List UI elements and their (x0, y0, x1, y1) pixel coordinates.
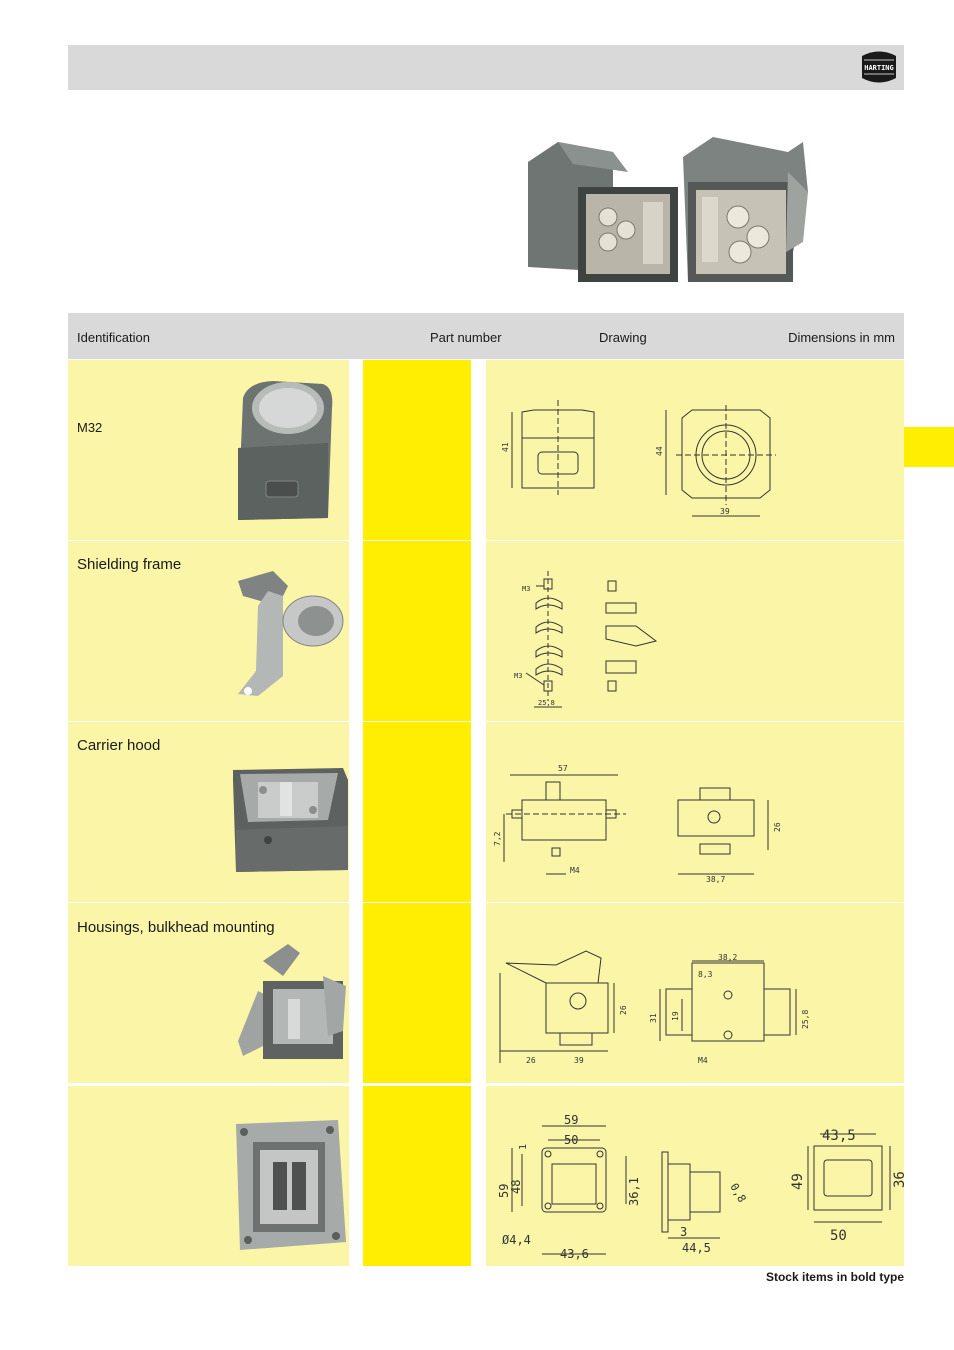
col-part-number: Part number (430, 330, 502, 345)
identification-cell (68, 541, 349, 721)
table-row (68, 722, 904, 902)
bulkhead-frame-drawing (486, 1086, 908, 1266)
harting-logo (858, 48, 900, 86)
dim-label: 26 (773, 822, 782, 832)
dim-label: 41 (501, 442, 510, 452)
bulkhead-frame-photo (228, 1114, 353, 1259)
dim-label: 25,8 (801, 1009, 810, 1029)
identification-cell (68, 722, 349, 902)
dim-label: 49 (790, 1173, 806, 1190)
identification-cell (68, 1086, 349, 1266)
shielding-frame-photo (228, 566, 353, 711)
dim-label: M4 (698, 1056, 708, 1065)
connector-product-photo (518, 132, 836, 290)
dim-label: 31 (649, 1013, 658, 1023)
dim-label: M3 (514, 672, 523, 680)
dim-label: 3 (680, 1225, 688, 1239)
table-row (68, 541, 904, 721)
drawing-cell (486, 903, 904, 1083)
part-number-cell (363, 722, 471, 902)
dim-label: 39 (574, 1056, 584, 1065)
dim-label: 59 (564, 1113, 579, 1127)
dim-label: 50 (830, 1228, 847, 1244)
row-label: Housings, bulkhead mounting (77, 919, 275, 936)
dim-label: Ø4,4 (502, 1233, 531, 1247)
dim-label: 1 (518, 1143, 529, 1150)
table-row (68, 1086, 908, 1266)
drawing-cell (486, 541, 904, 721)
row-label: M32 (77, 420, 103, 435)
col-drawing: Drawing (599, 330, 647, 345)
dim-label: 48 (509, 1179, 523, 1194)
dim-label: 36 (892, 1171, 908, 1188)
dim-label: 0,8 (727, 1181, 749, 1205)
brand-text: HARTING (864, 64, 894, 72)
col-identification: Identification (77, 330, 150, 345)
dim-label: 7,2 (493, 831, 502, 846)
table-header (68, 313, 904, 359)
part-number-cell (363, 903, 471, 1083)
carrier-hood-photo (228, 760, 353, 883)
drawing-cell (486, 360, 904, 540)
bulkhead-housing-photo (228, 941, 353, 1074)
part-number-cell (363, 360, 471, 540)
dim-label: M3 (522, 585, 531, 593)
dim-label: 26 (619, 1005, 628, 1015)
dim-label: 43,5 (822, 1128, 856, 1144)
drawing-cell (486, 1086, 908, 1266)
dim-label: 36,1 (627, 1177, 641, 1206)
hood-photo (228, 378, 338, 528)
identification-cell (68, 360, 349, 540)
identification-cell (68, 903, 349, 1083)
bulkhead-housing-drawing (486, 903, 904, 1083)
row-label: Carrier hood (77, 737, 161, 754)
dim-label: 26 (526, 1056, 536, 1065)
dim-label: 8,3 (698, 970, 713, 979)
col-dimensions: Dimensions in mm (788, 330, 895, 345)
dim-label: M4 (570, 866, 580, 875)
drawing-cell (486, 722, 904, 902)
dim-label: 43,6 (560, 1247, 589, 1261)
dim-label: 39 (720, 507, 730, 516)
dim-label: 50 (564, 1133, 579, 1147)
dim-label: 19 (671, 1011, 680, 1021)
row-label: Shielding frame (77, 556, 182, 573)
table-row (68, 360, 904, 540)
stock-note: Stock items in bold type (765, 1270, 904, 1284)
dim-label: 44,5 (682, 1241, 711, 1255)
table-row (68, 903, 904, 1083)
dim-label: 44 (655, 446, 664, 456)
part-number-cell (363, 541, 471, 721)
dim-label: 38,7 (706, 875, 726, 884)
hood-drawing (486, 360, 904, 540)
header-bar (68, 45, 904, 90)
carrier-hood-drawing (486, 722, 904, 902)
dim-label: 57 (558, 764, 568, 773)
dim-label: 38,2 (718, 953, 738, 962)
row-divider (68, 1083, 904, 1084)
section-tab (904, 427, 954, 467)
dim-label: 59 (497, 1183, 511, 1198)
part-number-cell (363, 1086, 471, 1266)
shielding-frame-drawing (486, 541, 904, 721)
dim-label: 25,8 (538, 699, 555, 707)
